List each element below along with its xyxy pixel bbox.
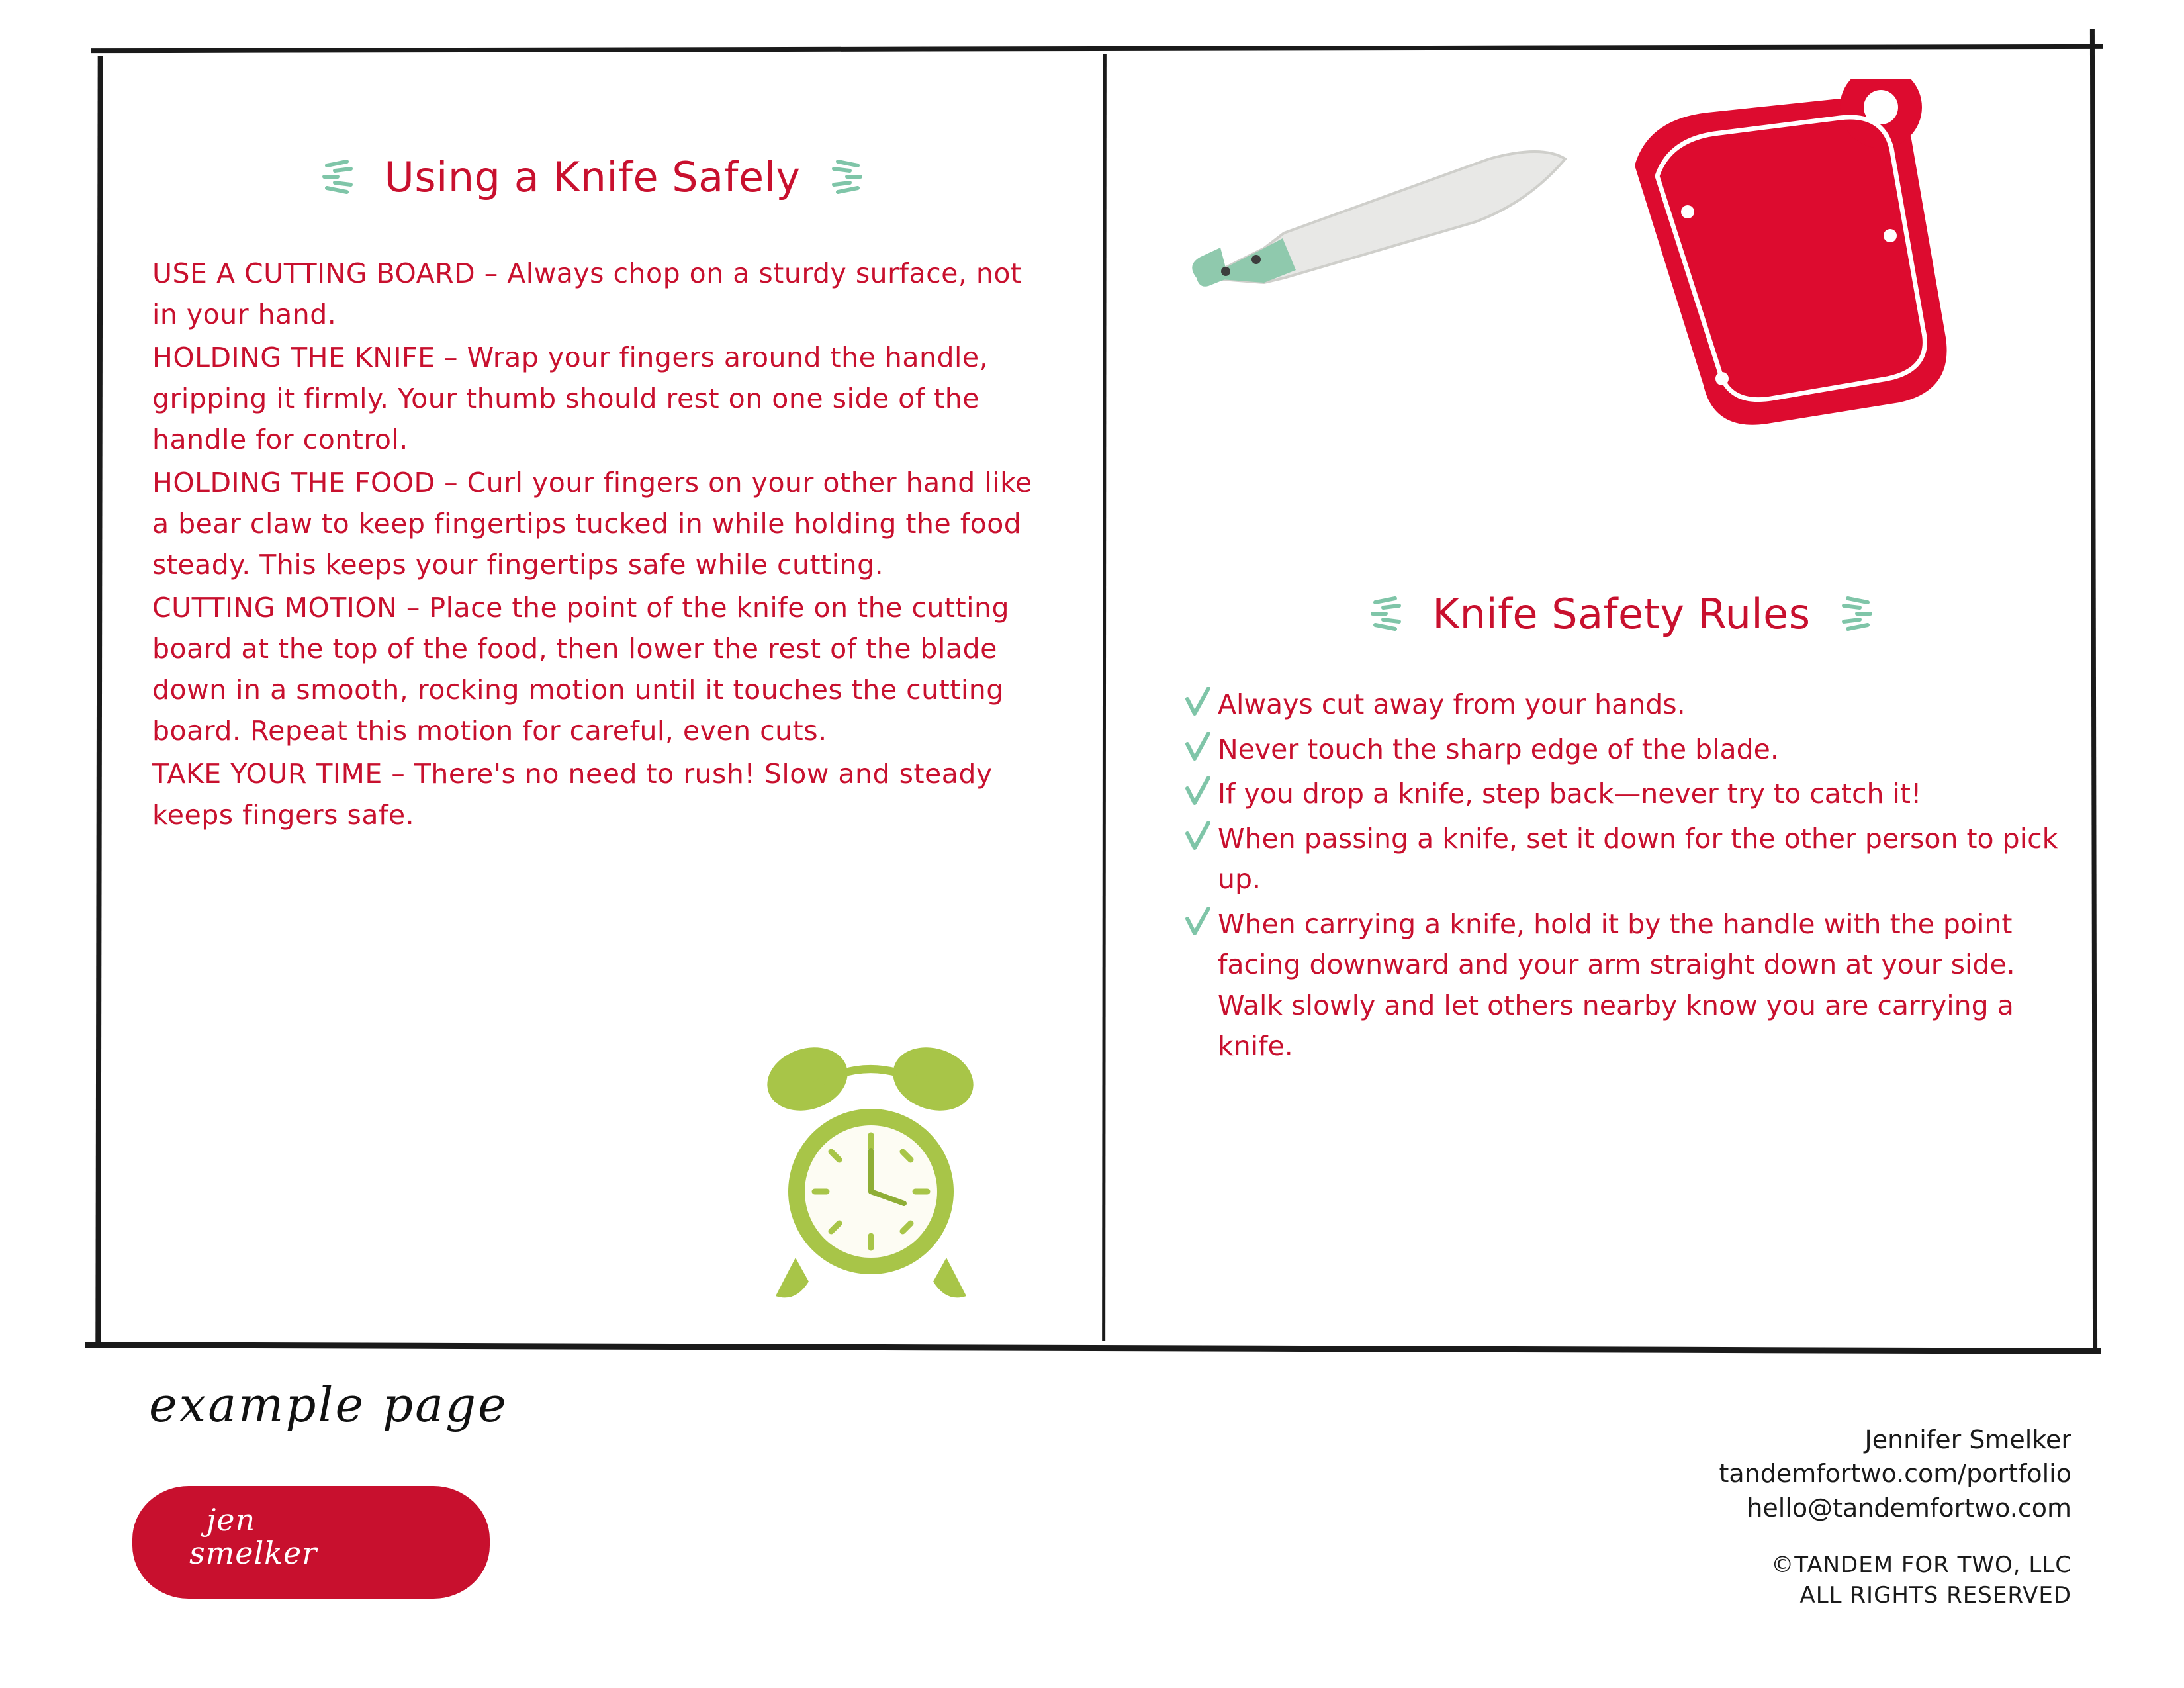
rule-text: Never touch the sharp edge of the blade. <box>1218 733 1779 765</box>
logo-text <box>189 1502 318 1571</box>
checkmark-icon <box>1185 776 1211 808</box>
author-name: Jennifer Smelker <box>1864 1425 2071 1454</box>
rule-text: When passing a knife, set it down for the other person to pick up. <box>1218 822 2058 895</box>
checkmark-icon <box>1185 821 1211 853</box>
checkmark-icon <box>1185 732 1211 764</box>
instruction-paragraph: CUTTING MOTION – Place the point of the knife on the cutting board at the top of the food, then lower the rest of the blade down in a smooth, rocking motion until it touches the cutting board. Repeat this motion for careful, even cuts. <box>152 591 1009 747</box>
left-heading-row <box>152 152 1032 201</box>
example-page-label: example page <box>149 1377 508 1432</box>
sprig-right-icon <box>1828 589 1877 638</box>
list-item <box>1185 684 2058 726</box>
page-border-left <box>95 56 103 1345</box>
credits-block <box>1719 1423 2071 1611</box>
portfolio-url[interactable]: tandemfortwo.com/portfolio <box>1719 1459 2071 1489</box>
checkmark-icon <box>1185 907 1211 939</box>
page-border-bottom <box>85 1342 2101 1354</box>
list-item <box>1185 819 2058 900</box>
logo-line-1: jen <box>206 1502 256 1538</box>
knife-instructions <box>152 253 1032 835</box>
knife-safety-rules-list <box>1185 684 2058 1067</box>
right-heading: Knife Safety Rules <box>1432 589 1811 638</box>
sprig-left-icon <box>1366 589 1415 638</box>
rule-text: Always cut away from your hands. <box>1218 688 1686 720</box>
sprig-left-icon <box>318 152 367 201</box>
left-heading: Using a Knife Safely <box>384 152 801 201</box>
contact-email[interactable]: hello@tandemfortwo.com <box>1747 1493 2071 1523</box>
page-border-top <box>91 44 2103 53</box>
list-item <box>1185 774 2058 815</box>
rights-line: ALL RIGHTS RESERVED <box>1799 1581 2071 1609</box>
instruction-paragraph: TAKE YOUR TIME – There's no need to rush! Slow and steady keeps fingers safe. <box>152 757 993 831</box>
right-heading-row <box>1185 589 2058 638</box>
checkmark-icon <box>1185 687 1211 719</box>
left-column <box>152 152 1032 837</box>
sprig-right-icon <box>818 152 867 201</box>
instruction-paragraph: USE A CUTTING BOARD – Always chop on a sturdy surface, not in your hand. <box>152 258 1022 331</box>
instruction-paragraph: HOLDING THE FOOD – Curl your fingers on your other hand like a bear claw to keep fingertips tucked in while holding the food steady. This keeps your fingertips safe while cutting. <box>152 466 1032 581</box>
right-column <box>1185 113 2058 1071</box>
rule-text: When carrying a knife, hold it by the handle with the point facing downward and your arm straight down at your side. Walk slowly and let others nearby know you are carrying a knife. <box>1218 908 2015 1062</box>
rule-text: If you drop a knife, step back—never try to catch it! <box>1218 778 1922 810</box>
list-item <box>1185 904 2058 1067</box>
logo-line-2: smelker <box>189 1535 318 1571</box>
page-center-divider <box>1102 54 1107 1341</box>
list-item <box>1185 729 2058 771</box>
jen-smelker-logo <box>132 1486 490 1599</box>
alarm-clock-illustration <box>735 1039 1013 1304</box>
page-border-right <box>2090 29 2097 1353</box>
copyright-line: ©TANDEM FOR TWO, LLC <box>1771 1551 2071 1578</box>
instruction-paragraph: HOLDING THE KNIFE – Wrap your fingers around the handle, gripping it firmly. Your thumb should rest on one side of the handle for control. <box>152 341 989 456</box>
